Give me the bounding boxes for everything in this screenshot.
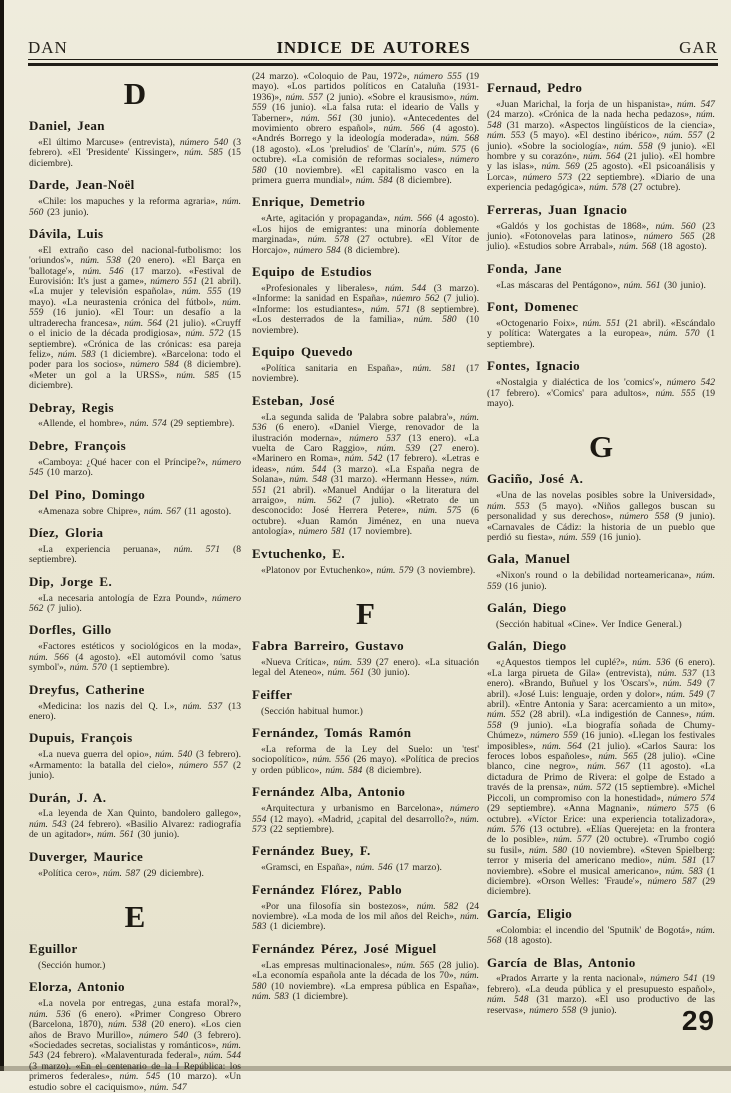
entry-text: «Arte, agitación y propaganda», núm. 566 (4 agosto). «Los hijos de emigrantes: una minoría doblemente marginada», núm. 578 (27 octubre). «El Vítor de Horcajo», número 584 (8 diciembre). xyxy=(252,213,479,256)
section-letter-F: F xyxy=(356,595,375,631)
author-name: Galán, Diego xyxy=(487,600,567,616)
author-name: García de Blas, Antonio xyxy=(487,954,636,970)
author-name: Duverger, Maurice xyxy=(29,848,144,864)
entry-text: «La reforma de la Ley del Suelo: un 'test' sociopolítico», núm. 556 (26 mayo). «Política de precios y orden público», núm. 584 (8 diciembre). xyxy=(252,743,479,776)
author-name: Gala, Manuel xyxy=(487,551,571,567)
author-name: Fabra Barreiro, Gustavo xyxy=(252,637,405,653)
author-name: García, Eligio xyxy=(487,905,573,921)
entry-text: «Chile: los mapuches y la reforma agraria», núm. 560 (23 junio). xyxy=(29,196,241,218)
entry-text: «Por una filosofía sin bostezos», núm. 582 (24 noviembre). «La moda de los mil años del Reich», núm. 583 (1 diciembre). xyxy=(252,900,480,933)
entry-text: «La novela por entregas, ¿una estafa moral?», núm. 536 (6 enero). «Primer Congreso Obrero (Barcelona, 1870), núm. 538 (20 enero). «Los cien años de Bravo Murillo», número 540 (3 febrero). «Sociedades secretas, socialistas y románticos», núm. 543 (24 febrero). «Malaventurada federal», núm. 544 (3 marzo). «En el centenario de la I República: los primeros federales», núm. 545 (10 marzo). «Un estudio sobre el caciquismo», núm. 547 xyxy=(29,998,241,1093)
entry-text: «Nueva Crítica», núm. 539 (27 enero). «La situación legal del Ateneo», núm. 561 (30 junio). xyxy=(252,656,479,679)
author-name: Fernaud, Pedro xyxy=(487,80,583,95)
author-name: Eguillor xyxy=(29,941,78,957)
entry-text: «La leyenda de Xan Quinto, bandolero gallego», núm. 543 (24 febrero). «Basilio Alvarez: radiografía de un agitador», núm. 561 (30 junio). xyxy=(29,808,241,841)
entry-text: «Política cero», núm. 587 (29 diciembre). xyxy=(38,867,204,879)
author-name: Font, Domenec xyxy=(487,299,579,315)
section-note: (Sección habitual humor.) xyxy=(261,705,363,717)
author-name: Enrique, Demetrio xyxy=(252,194,366,210)
page-header xyxy=(28,38,718,58)
entry-text: «Platonov por Evtuchenko», núm. 579 (3 noviembre). xyxy=(261,564,476,576)
scan-edge-left xyxy=(0,0,4,1071)
entry-text: «La segunda salida de 'Palabra sobre palabra'», núm. 536 (6 enero). «Daniel Vierge, renovador de la ilustración moderna», número 537 (13 enero). «La vuelta de Caro Raggio», núm. 539 (27 enero). «Marinero en Roma», núm. 542 (17 febrero). «Letras e ideas», núm. 544 (3 marzo). «La España negra de Solana», núm. 548 (31 marzo). «Hermann Hesse», núm. 551 (21 abril). «Manuel Andújar o la literatura del arraigo», núm. 562 (7 julio). «Retrato de un desconocido: José Herrera Petere», núm. 575 (6 octubre). «Juan Ramón Jiménez, en una nueva antología», número 581 (17 noviembre). xyxy=(252,411,480,538)
entry-text: «Juan Marichal, la forja de un hispanista», núm. 547 (24 marzo). «Crónica de la nada hecha pedazos», núm. 548 (31 marzo). «Aspectos lingüísticos de la ciencia», núm. 553 (5 mayo). «El destino ibérico», núm. 557 (2 junio). «Sobre la sociología», núm. 558 (9 junio). «El hombre y su corazón», núm. 564 (21 julio). «El hombre y las islas», núm. 569 (25 agosto). «El psicoanálisis y Lorca», número 573 (22 septiembre). «Diario de una experiencia pedagógica», núm. 578 (27 octubre). xyxy=(487,98,715,194)
header-rule xyxy=(28,59,718,66)
column-3 xyxy=(487,72,715,1066)
section-letter-E: E xyxy=(124,899,146,935)
entry-text: «La nueva guerra del opio», núm. 540 (3 febrero). «Armamento: la batalla del cielo», número 557 (2 junio). xyxy=(29,749,241,782)
entry-text: (24 marzo). «Coloquio de Pau, 1972», número 555 (19 mayo). «Los partidos políticos en Cataluña (1931-1936)», núm. 557 (2 junio). «Sobre el krausismo», núm. 559 (16 junio). «La falsa ruta: el ideario de Valls y Taberner», núm. 561 (30 junio). «Antecedentes del movimiento obrero español», núm. 566 (4 agosto). «Andrés Borrego y la ideología moderada», núm. 568 (18 agosto). «Los 'preludios' de 'Clarín'», núm. 575 (6 octubre). «La comisión de reformas sociales», número 580 (10 noviembre). «El capitalismo vasco en la primera guerra mundial», núm. 584 (8 diciembre). xyxy=(252,71,480,187)
author-name: Esteban, José xyxy=(252,392,335,408)
entry-text: «Allende, el hombre», núm. 574 (29 septiembre). xyxy=(38,418,235,430)
entry-text: «Profesionales y liberales», núm. 544 (3 marzo). «Informe: la sanidad en España», núemro 562 (7 julio). «Informe: los estudiantes», núm. 571 (8 septiembre). «Los desterrados de la familia», núm. 580 (10 noviembre). xyxy=(252,282,479,336)
author-name: Fernández Buey, F. xyxy=(252,843,371,859)
entry-text: «Amenaza sobre Chipre», núm. 567 (11 agosto). xyxy=(38,505,232,517)
entry-text: «Gramsci, en España», núm. 546 (17 marzo). xyxy=(261,862,442,874)
section-letter-G: G xyxy=(588,429,614,465)
author-name: Debray, Regis xyxy=(29,399,114,415)
entry-text: «Las máscaras del Pentágono», núm. 561 (30 junio). xyxy=(496,279,706,291)
section-letter-D: D xyxy=(123,76,147,111)
entry-text: «Nixon's round o la debilidad norteamericana», núm. 559 (16 junio). xyxy=(487,570,715,592)
entry-text: «Octogenario Foix», núm. 551 (21 abril). «Escándalo y política: Watergates a la europea», núm. 570 (1 septiembre). xyxy=(487,318,715,350)
column-2 xyxy=(252,72,479,1066)
page-title: INDICE DE AUTORES xyxy=(276,38,471,57)
column-1 xyxy=(29,72,242,1093)
section-note: (Sección habitual «Cine». Ver Indice General.) xyxy=(496,619,682,631)
entry-text: «Camboya: ¿Qué hacer con el Príncipe?», número 545 (10 marzo). xyxy=(29,456,241,479)
entry-text: «El extraño caso del nacional-futbolismo: los 'oriundos'», núm. 538 (20 enero). «El Barça en 'ballotage'», núm. 546 (17 marzo). «Festival de Eurovisión: It's just a game», número 551 (21 abril). «La mujer y televisión española», núm. 555 (19 mayo). «La neurastenia crónica del fútbol», núm. 559 (16 junio). «El Tour: un desafío a la ultraderecha francesa», núm. 564 (21 julio). «Cruyff o el inicio de la década prodigiosa», núm. 572 (15 septiembre). «Crónica de las crónicas: esa pareja feliz», núm. 583 (1 diciembre). «Barcelona: todo el poder para los socios», número 584 (8 diciembre). «Meter un gol a la URSS», núm. 585 (15 diciembre). xyxy=(29,244,241,392)
entry-text: «La necesaria antología de Ezra Pound», número 562 (7 julio). xyxy=(29,592,241,615)
author-name: Elorza, Antonio xyxy=(29,979,125,995)
entry-text: «¿Aquestos tiempos lel cuplé?», núm. 536 (6 enero). «La larga pirueta de Gila» (entrevista), núm. 537 (13 enero). «Brando, Buñuel y los 'Oscars'», núm. 549 (7 abril). «José Luis: lenguaje, orden y dolor», núm. 549 (7 abril). «Entre Antonia y Sara: acercamiento a un mito», núm. 552 (28 abril). «La indigestión de Cannes», núm. 558 (9 junio). «La biografía soñada de Chumy-Chúmez», número 559 (16 junio). «Llegan los festivales imposibles», núm. 564 (21 julio). «Carlos Saura: los feroces lobos españoles», núm. 565 (28 julio). «Cine blanco, cine negro», núm. 567 (11 agosto). «La dictadura de Primo de Rivera: el golpe de Estado a través de la prensa», núm. 572 (15 septiembre). «Michel Piccoli, un compromiso con la honestidad», número 574 (29 septiembre). «Anna Magnani», número 575 (6 octubre). «Víctor Erice: una experiencia totalizadora», núm. 576 (13 octubre). «Elías Querejeta: en la frontera de lo posible», núm. 577 (20 octubre). «Trumbo cogió su fusil», núm. 580 (10 noviembre). «Steven Spielberg: terror y miseria del americano medio», núm. 581 (17 noviembre). «Sobre el musical americano», núm. 583 (1 diciembre). «Orson Welles: 'Fraude'», número 587 (29 diciembre). xyxy=(487,657,716,898)
author-name: Equipo de Estudios xyxy=(252,264,372,280)
author-name: Darde, Jean-Noël xyxy=(29,177,135,193)
author-name: Dávila, Luis xyxy=(29,225,104,241)
author-name: Fernández Pérez, José Miguel xyxy=(252,940,437,956)
page-number: 29 xyxy=(681,1005,715,1036)
author-name: Durán, J. A. xyxy=(29,789,107,805)
author-name: Dupuis, François xyxy=(29,730,133,746)
author-name: Debre, François xyxy=(29,437,127,453)
entry-text: «El último Marcuse» (entrevista), número 540 (3 febrero). «El 'Presidente' Kissinger», núm. 585 (15 diciembre). xyxy=(29,136,241,169)
entry-text: «Arquitectura y urbanismo en Barcelona», número 554 (12 mayo). «Madrid, ¿capital del desarrollo?», núm. 573 (22 septiembre). xyxy=(252,803,479,835)
author-name: Dip, Jorge E. xyxy=(29,573,113,589)
entry-text: «Colombia: el incendio del 'Sputnik' de Bogotá», núm. 568 (18 agosto). xyxy=(487,924,715,947)
author-name: Dreyfus, Catherine xyxy=(29,681,145,697)
author-name: Equipo Quevedo xyxy=(252,344,353,359)
entry-text: «Medicina: los nazis del Q. I.», núm. 537 (13 enero). xyxy=(29,700,242,722)
entry-text: «Una de las novelas posibles sobre la Universidad», núm. 553 (5 mayo). «Niños gallegos buscan su personalidad y sus derechos», número 558 (9 junio). «Carnavales de Cádiz: la historia de un pueblo que perdió su fiesta», núm. 559 (16 junio). xyxy=(487,490,715,543)
entry-text: «Nostalgia y dialéctica de los 'comics'», número 542 (17 febrero). «'Comics' para adultos», núm. 555 (19 mayo). xyxy=(487,377,716,409)
section-note: (Sección humor.) xyxy=(38,959,106,971)
author-name: Díez, Gloria xyxy=(29,524,104,540)
author-name: Fernández, Tomás Ramón xyxy=(252,725,412,740)
entry-text: «Política sanitaria en España», núm. 581 (17 noviembre). xyxy=(252,362,480,385)
author-name: Daniel, Jean xyxy=(29,118,105,133)
author-name: Ferreras, Juan Ignacio xyxy=(487,201,628,217)
entry-text: «Las empresas multinacionales», núm. 565 (28 julio). «La economía española ante la década de los 70», núm. 580 (10 noviembre). «La empresa pública en España», núm. 583 (1 diciembre). xyxy=(252,959,479,1002)
header-left-guide: DAN xyxy=(28,38,68,57)
author-name: Fernández Alba, Antonio xyxy=(252,784,406,800)
author-name: Dorfles, Gillo xyxy=(29,622,112,638)
author-name: Fernández Flórez, Pablo xyxy=(252,881,403,897)
author-name: Fonda, Jane xyxy=(487,260,562,276)
author-name: Fontes, Ignacio xyxy=(487,358,580,374)
entry-text: «Galdós y los gochistas de 1868», núm. 560 (23 junio). «Fotonovelas para latinos», número 565 (28 julio). «Estudios sobre Arrabal», núm. 568 (18 agosto). xyxy=(487,220,716,253)
author-name: Galán, Diego xyxy=(487,638,567,654)
entry-text: «Factores estéticos y sociológicos en la moda», núm. 566 (4 agosto). «El automóvil como 'satus symbol'», núm. 570 (1 septiembre). xyxy=(29,641,241,674)
author-name: Del Pino, Domingo xyxy=(29,486,146,502)
entry-text: «La experiencia peruana», núm. 571 (8 septiembre). xyxy=(29,543,241,566)
entry-text: «Prados Arrarte y la renta nacional», número 541 (19 febrero). «La deuda pública y el presupuesto español», núm. 548 (31 marzo). «El uso productivo de las reservas», número 558 (9 junio). xyxy=(487,973,716,1016)
header-right-guide: GAR xyxy=(679,38,718,57)
author-name: Gaciño, José A. xyxy=(487,471,584,487)
author-name: Evtuchenko, E. xyxy=(252,545,345,561)
author-name: Feiffer xyxy=(252,686,293,702)
